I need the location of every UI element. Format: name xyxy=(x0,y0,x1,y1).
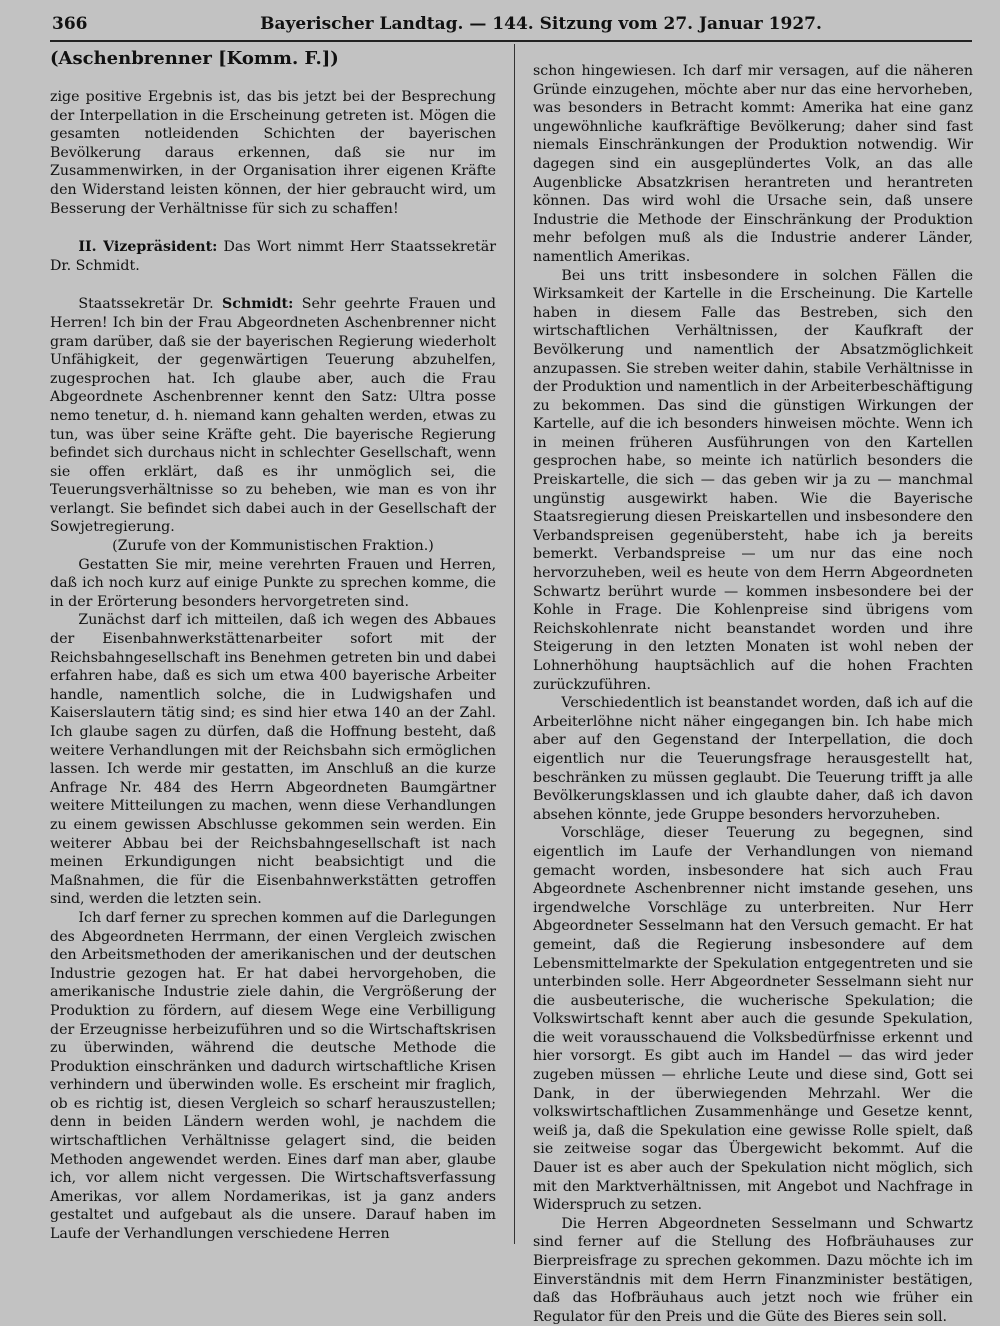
speaker-heading: (Aschenbrenner [Komm. F.]) xyxy=(50,48,339,69)
speaker-label: Schmidt: xyxy=(222,296,294,313)
paragraph: zige positive Ergebnis ist, das bis jetzt bei der Besprechung der Interpellation in die Erscheinung getreten ist. Mögen die gesamten notleidenden Schichten der bayerischen Bevölkerung daraus erkennen, daß sie nur im Zusammenwirken, in der Organisation ihrer eigenen Kräfte den Widerstand leisten können, der hier gebraucht wird, um Besserung der Verhältnisse für sich zu schaffen! xyxy=(50,89,496,217)
paragraph-text: Das Wort nimmt Herr Staatssekretär Dr. Schmidt. xyxy=(50,239,496,274)
speaker-label: II. Vizepräsident: xyxy=(78,239,218,256)
paragraph: Zunächst darf ich mitteilen, daß ich wegen des Abbaues der Eisenbahnwerkstättenarbeiter sofort mit der Reichsbahngesellschaft ins Benehmen getreten bin und dabei erfahren habe, daß es sich um etwa 400 bayerische Arbeiter handle, namentlich solche, die in Ludwigshafen und Kaiserslautern tätig sind; es sind hier etwa 140 an der Zahl. Ich glaube sagen zu dürfen, daß die Hoffnung besteht, daß weitere Verhandlungen mit der Reichsbahn sich ermöglichen lassen. Ich werde mir gestatten, im Anschluß an die kurze Anfrage Nr. 484 des Herrn Abgeordneten Baumgärtner weitere Mitteilungen zu machen, wenn diese Verhandlungen zu einem gewissen Abschlusse gekommen sein werden. Ein weiterer Abbau bei der Reichsbahngesellschaft ist nach meinen Erkundigungen nicht beabsichtigt und die Maßnahmen, die für die Eisenbahnwerkstätten getroffen sind, werden die letzten sein. xyxy=(50,612,496,908)
page-header xyxy=(52,12,970,38)
interjection: (Zurufe von der Kommunistischen Fraktion.) xyxy=(112,538,434,555)
paragraph: Die Herren Abgeordneten Sesselmann und Schwartz sind ferner auf die Stellung des Hofbräuhauses zur Bierpreisfrage zu sprechen gekommen. Dazu möchte ich im Einverständnis mit dem Herrn Finanzminister bestätigen, daß das Hofbräuhaus auch jetzt noch wie früher ein Regulator für den Preis und die Güte des Bieres sein soll. xyxy=(533,1215,973,1325)
paragraph: Vorschläge, dieser Teuerung zu begegnen, sind eigentlich im Laufe der Verhandlungen von niemand gemacht worden, insbesondere hat sich auch Frau Abgeordnete Aschenbrenner nicht imstande gesehen, uns irgendwelche Vorschläge zu unterbreiten. Nur Herr Abgeordneter Sesselmann hat den Versuch gemacht. Er hat gemeint, daß die Regierung insbesondere auf dem Lebensmittelmarkte der Spekulation entgegentreten und sie unterbinden solle. Herr Abgeordneter Sesselmann sieht nur die ausbeuterische, die wucherische Spekulation; die Volkswirtschaft kennt aber auch die gesunde Spekulation, die weit vorausschauend die Volksbedürfnisse erkennt und hier vorsorgt. Es gibt auch im Handel — das wird jeder zugeben müssen — ehrliche Leute und diese sind, Gott sei Dank, in der überwiegenden Mehrzahl. Wer die volkswirtschaftlichen Zusammenhänge und Gesetze kennt, weiß ja, daß die Spekulation eine gewisse Rolle spielt, daß sie zeitweise sogar das Übergewicht bekommt. Auf die Dauer ist es aber auch der Spekulation nicht möglich, sich mit den Marktverhältnissen, mit Angebot und Nachfrage in Widerspruch zu setzen. xyxy=(533,825,973,1214)
paragraph xyxy=(50,295,496,537)
paragraph: Bei uns tritt insbesondere in solchen Fällen die Wirksamkeit der Kartelle in die Erscheinung. Die Kartelle haben in diesem Falle das Bestreben, sich den wirtschaftlichen Verhältnissen, der Kaufkraft der Bevölkerung und namentlich der Absatzmöglichkeit anzupassen. Sie streben weiter dahin, stabile Verhältnisse in der Produktion und namentlich in der Arbeiterbeschäftigung zu bekommen. Das sind die günstigen Wirkungen der Kartelle, auf die ich besonders hinweisen möchte. Wenn ich in meinen früheren Ausführungen von den Kartellen gesprochen habe, so meinte ich natürlich besonders die Preiskartelle, die sich — das geben wir ja zu — manchmal ungünstig ausgewirkt haben. Wie die Bayerische Staatsregierung diesen Preiskartellen und insbesondere den Verbandspreisen gegenübersteht, habe ich ja bereits bemerkt. Verbandspreise — um nur das eine noch hervorzuheben, weil es heute von dem Herrn Abgeordneten Schwartz berührt wurde — kommen insbesondere bei der Kohle in Frage. Die Kohlenpreise sind übrigens vom Reichskohlenrate nicht beanstandet worden und ihre Steigerung in den letzten Monaten ist wohl neben der Lohnerhöhung hauptsächlich auf die hohen Frachten zurückzuführen. xyxy=(533,267,973,693)
column-divider xyxy=(514,44,515,1244)
left-column xyxy=(50,48,496,1244)
speaker-title: Staatssekretär Dr. xyxy=(78,296,223,313)
paragraph: Gestatten Sie mir, meine verehrten Frauen und Herren, daß ich noch kurz auf einige Punkte zu sprechen komme, die in der Erörterung besonders hervorgetreten sind. xyxy=(50,556,496,610)
paragraph: Ich darf ferner zu sprechen kommen auf die Darlegungen des Abgeordneten Herrmann, der einen Vergleich zwischen den Arbeitsmethoden der amerikanischen und der deutschen Industrie gezogen hat. Er hat dabei hervorgehoben, die amerikanische Industrie ziele dahin, die Vergrößerung der Produktion zu fördern, auf diesem Wege eine Verbilligung der Erzeugnisse herbeizuführen und so die Wirtschaftskrisen zu überwinden, während die deutsche Methode die Produktion einschränken und dadurch wirtschaftliche Krisen verhindern und überwinden wolle. Es erscheint mir fraglich, ob es richtig ist, diesen Vergleich so scharf herauszustellen; denn in beiden Ländern werden wohl, je nachdem die wirtschaftlichen Verhältnisse gelagert sind, die beiden Methoden angewendet werden. Eines darf man aber, glaube ich, vor allem nicht vergessen. Die Wirtschaftsverfassung Amerikas, vor allem Nordamerikas, ist ja ganz anders gestaltet und aufgebaut als die unsere. Darauf haben im Laufe der Verhandlungen verschiedene Herren xyxy=(50,909,496,1243)
paragraph: schon hingewiesen. Ich darf mir versagen, auf die näheren Gründe einzugehen, möchte aber nur das eine hervorheben, was besonders in Betracht kommt: Amerika hat eine ganz ungewöhnliche kaufkräftige Bevölkerung; daher sind fast niemals Einschränkungen der Produktion notwendig. Wir dagegen sind ein ausgeplündertes Volk, an das alle Augenblicke Absatzkrisen herantreten und herantreten können. Das wird wohl die Ursache sein, daß unsere Industrie die Methode der Einschränkung der Produktion mehr befolgen muß als die Industrie anderer Länder, namentlich Amerikas. xyxy=(533,63,973,265)
paragraph xyxy=(50,238,496,275)
paragraph: Verschiedentlich ist beanstandet worden, daß ich auf die Arbeiterlöhne nicht näher eingegangen bin. Ich habe mich aber auf den Gegenstand der Interpellation, die doch eigentlich nur die Teuerungsfrage herausgestellt hat, beschränken zu müssen geglaubt. Die Teuerung trifft ja alle Bevölkerungsklassen und ich glaubte daher, daß ich davon absehen könnte, jede Gruppe besonders hervorzuheben. xyxy=(533,695,973,823)
page-number: 366 xyxy=(52,14,88,34)
header-rule xyxy=(50,40,972,42)
right-column xyxy=(533,62,973,1326)
paragraph-text: Sehr geehrte Frauen und Herren! Ich bin der Frau Abgeordneten Aschenbrenner nicht gram darüber, daß sie der bayerischen Regierung wiederholt Unfähigkeit, der gegenwärtigen Teuerung abzuhelfen, zugesprochen hat. Ich glaube aber, auch die Frau Abgeordnete Aschenbrenner kennt den Satz: Ultra posse nemo tenetur, d. h. niemand kann gehalten werden, etwas zu tun, was über seine Kräfte geht. Die bayerische Regierung befindet sich durchaus nicht in schlechter Gesellschaft, wenn sie offen erklärt, daß es ihr unmöglich sei, die Teuerungsverhältnisse so zu beheben, wie man es von ihr verlangt. Sie befindet sich dabei auch in der Gesellschaft der Sowjetregierung. xyxy=(50,296,497,536)
running-title: Bayerischer Landtag. — 144. Sitzung vom 27. Januar 1927. xyxy=(260,14,822,34)
